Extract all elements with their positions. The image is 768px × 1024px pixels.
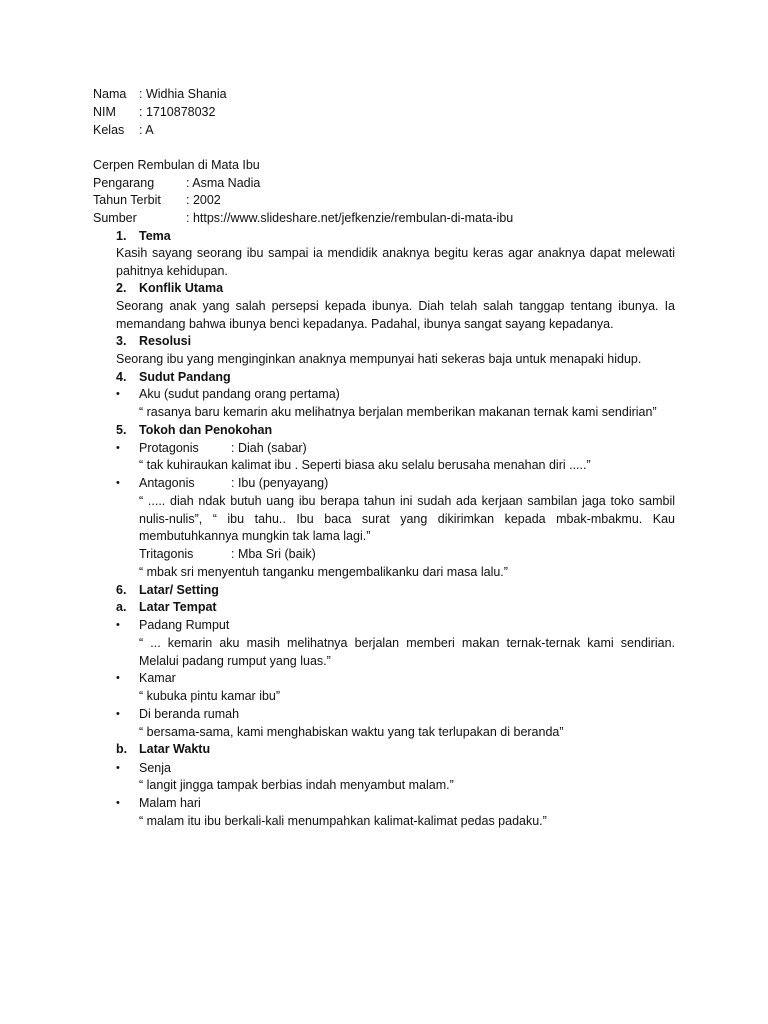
malam-quote: “ malam itu ibu berkali-kali menumpahkan kalimat-kalimat pedas padaku.” [139, 814, 547, 828]
konflik-body: Seorang anak yang salah persepsi kepada ibunya. Diah telah salah tanggap tentang ibunya. Ia memandang bahwa ibunya benci kepadanya. Padahal, ibunya sangat sayang kepadanya. [116, 299, 675, 331]
konflik-heading: Konflik Utama [139, 281, 224, 295]
protagonis-label: Protagonis [139, 441, 199, 455]
name-label: Nama [93, 87, 127, 101]
resolusi-body: Seorang ibu yang menginginkan anaknya mempunyai hati sekeras baja untuk menapaki hidup. [116, 352, 642, 366]
senja-quote: “ langit jingga tampak berbias indah menyambut malam.” [139, 778, 454, 792]
latar-heading: Latar/ Setting [139, 583, 219, 597]
protagonis-quote: “ tak kuhiraukan kalimat ibu . Seperti biasa aku selalu berusaha menahan diri .....” [139, 458, 591, 472]
tema-heading: Tema [139, 229, 171, 243]
name-value: : Widhia Shania [139, 87, 227, 101]
story-title: Cerpen Rembulan di Mata Ibu [93, 158, 260, 172]
malam-item: Malam hari [139, 796, 201, 810]
year-value: : 2002 [186, 193, 221, 207]
section-number: 4. [116, 370, 127, 384]
resolusi-heading: Resolusi [139, 334, 192, 348]
bullet-icon: • [116, 388, 120, 400]
tokoh-heading: Tokoh dan Penokohan [139, 423, 273, 437]
nim-label: NIM [93, 105, 116, 119]
section-number: 6. [116, 583, 127, 597]
tema-body: Kasih sayang seorang ibu sampai ia mendidik anaknya begitu keras agar anaknya dapat melewati pahitnya kehidupan. [116, 246, 675, 278]
subsection-marker: b. [116, 742, 128, 756]
kamar-item: Kamar [139, 671, 176, 685]
section-number: 2. [116, 281, 127, 295]
bullet-icon: • [116, 672, 120, 684]
latar-waktu-heading: Latar Waktu [139, 742, 211, 756]
bullet-icon: • [116, 762, 120, 774]
sudut-item: Aku (sudut pandang orang pertama) [139, 387, 340, 401]
bullet-icon: • [116, 708, 120, 720]
padang-item: Padang Rumput [139, 618, 230, 632]
section-number: 1. [116, 229, 127, 243]
beranda-item: Di beranda rumah [139, 707, 240, 721]
section-number: 5. [116, 423, 127, 437]
senja-item: Senja [139, 761, 171, 775]
nim-value: : 1710878032 [139, 105, 216, 119]
bullet-icon: • [116, 442, 120, 454]
source-value: : https://www.slideshare.net/jefkenzie/rembulan-di-mata-ibu [186, 211, 514, 225]
kamar-quote: “ kubuka pintu kamar ibu” [139, 689, 281, 703]
antagonis-value: : Ibu (penyayang) [231, 476, 329, 490]
bullet-icon: • [116, 797, 120, 809]
antagonis-label: Antagonis [139, 476, 195, 490]
latar-tempat-heading: Latar Tempat [139, 600, 217, 614]
section-number: 3. [116, 334, 127, 348]
author-label: Pengarang [93, 176, 155, 190]
beranda-quote: “ bersama-sama, kami menghabiskan waktu yang tak terlupakan di beranda” [139, 725, 564, 739]
class-value: : A [139, 123, 154, 137]
tritagonis-label: Tritagonis [139, 547, 194, 561]
bullet-icon: • [116, 477, 120, 489]
year-label: Tahun Terbit [93, 193, 161, 207]
tritagonis-value: : Mba Sri (baik) [231, 547, 316, 561]
tritagonis-quote: “ mbak sri menyentuh tanganku mengembalikanku dari masa lalu.” [139, 565, 508, 579]
padang-quote: “ ... kemarin aku masih melihatnya berjalan memberi makan ternak-ternak kami sendirian. Melalui padang rumput yang luas.” [139, 636, 675, 668]
antagonis-quote: “ ..... diah ndak butuh uang ibu berapa tahun ini sudah ada kerjaan sambilan jaga toko sambil nulis-nulis”, “ ibu tahu.. Ibu baca surat yang dikirimkan kepada mbak-mbakmu. Kau membutuhkannya mungkin tak lama lagi.” [139, 494, 675, 544]
protagonis-value: : Diah (sabar) [231, 441, 307, 455]
bullet-icon: • [116, 619, 120, 631]
class-label: Kelas [93, 123, 125, 137]
sudut-quote: “ rasanya baru kemarin aku melihatnya berjalan memberikan makanan ternak kami sendirian” [139, 405, 657, 419]
sudut-heading: Sudut Pandang [139, 370, 231, 384]
subsection-marker: a. [116, 600, 127, 614]
source-label: Sumber [93, 211, 137, 225]
author-value: : Asma Nadia [186, 176, 261, 190]
